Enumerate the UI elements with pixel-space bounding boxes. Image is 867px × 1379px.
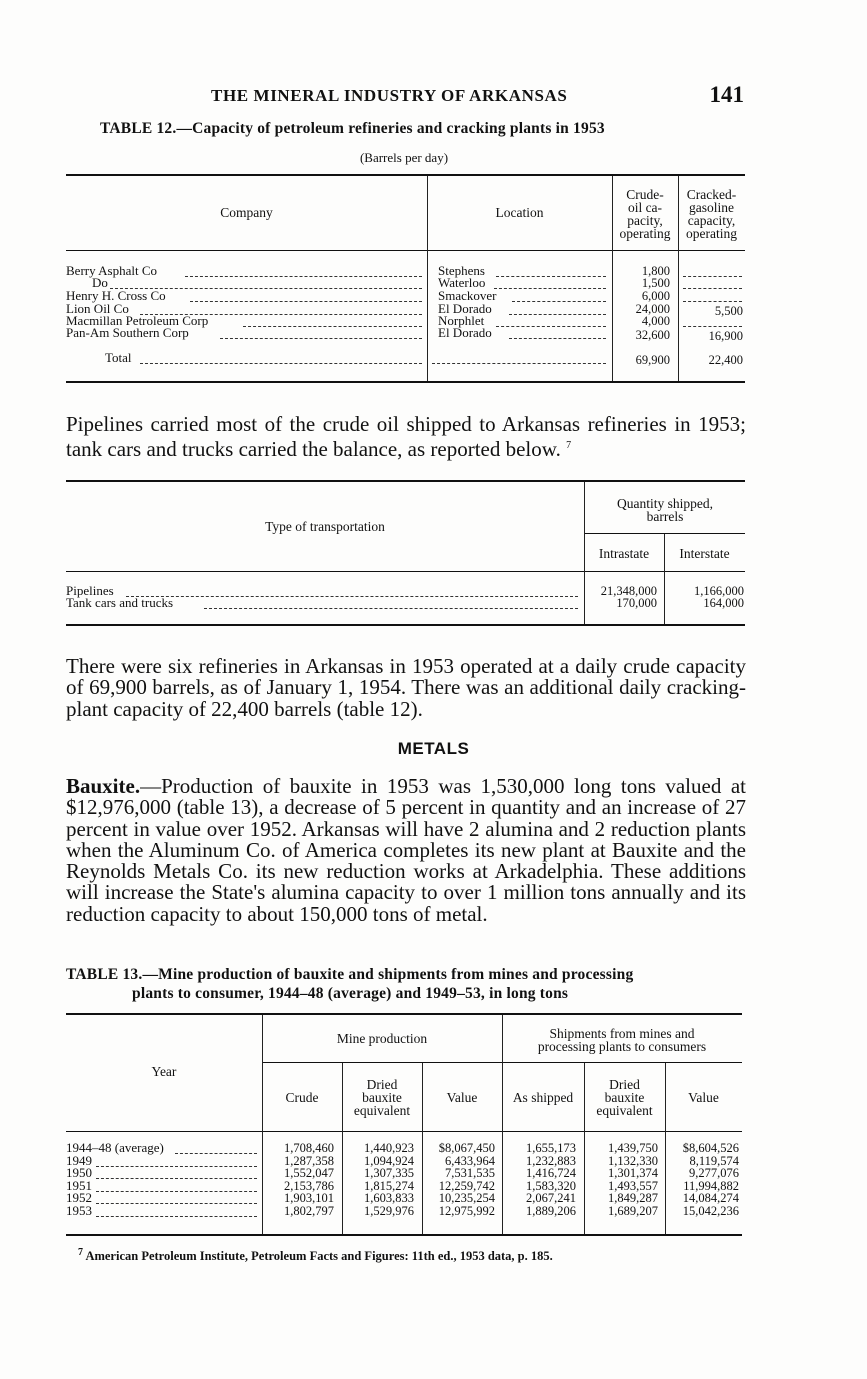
svalue-cell: 8,119,574 [689,1153,739,1168]
table13-title-line1: TABLE 13.—Mine production of bauxite and shipments from mines and processing [66,966,634,983]
table13-title-line2: plants to consumer, 1944–48 (average) and 1949–53, in long tons [132,985,569,1002]
paragraph-pipelines: Pipelines carried most of the crude oil shipped to Arkansas refineries in 1953; tank cars and trucks carried the balance, as reported below. $^7$ [66,412,746,462]
value-cell: 12,259,742 [438,1178,495,1193]
crude-cell: 1,708,460 [284,1141,334,1155]
dried-cell: 1,815,274 [364,1178,414,1193]
svalue-cell: 11,994,882 [683,1178,739,1193]
year-cell: 1953 [66,1203,92,1218]
col-location-header: Location [495,205,544,220]
value-cell: 10,235,254 [438,1191,495,1206]
crude-cell: 1,903,101 [284,1191,334,1206]
year-cell: 1949 [66,1152,92,1168]
paragraph-refineries: There were six refineries in Arkansas in 1953 operated at a daily crude capacity of 69,900 barrels, as of January 1, 1954. There was an additional daily cracking-plant capacity of 22,400 barrels (table 12). [66,654,746,721]
document-page: THE MINERAL INDUSTRY OF ARKANSAS 141 TABLE 12.—Capacity of petroleum refineries and cracking plants in 1953 (Barrels per day) Company Location Crude- oil ca- pacity, operating Cracked- gasoline capacity, operating Berry Asphalt Co Stephens 1,800 Do Waterloo 1,500 Henry H. Cross Co Smackover 6,000 Lion Oil Co El Dorado 24,000 5,500 Macmillan Petroleum Corp Norphlet 4,000 Pan-Am Southern Corp El Dorado 32,600 16,900 Total 69,900 22,400 Pipelines carried most of the crude oil shipped to Arkansas refineries in 1953; tank cars and trucks carried the balance, as reported below. $^7$ Type of transportation Quantity shipped, barrels Intrastate Interstate Pipelines 21,348,000 1,166,000 Tank cars and trucks 170,000 164,000 There were six refineries in Arkansas in 1953 operated at a daily crude capacity of 69,900 barrels, as of January 1, 1954. There was an additional daily cracking-plant capacity of 22,400 barrels (table 12). METALS Bauxite.—Production of bauxite in 1953 was 1,530,000 long tons valued at $12,976,000 (table 13), a decrease of 5 percent in quantity and an increase of 27 percent in value over 1952. Arkansas will have 2 alumina and 2 reduction plants when the Aluminum Co. of America completes its new plant at Bauxite and the Reynolds Metals Co. its new reduction works at Arkadelphia. These additions will increase the State's alumina capacity to over 1 million tons annually and its reduction capacity to about 150,000 tons of metal. TABLE 13.—Mine production of bauxite and shipments from mines and processing plants to consumer, 1944–48 (average) and 1949–53, in long tons Year Mine production Shipments from mines and processing plants to consumers Crude Dried bauxite equivalent Value As shipped Dried bauxite equivalent Value 1944–48 (average) 1,708,460 1,440,923 $8,067,450 1,655,173 1,439,750 $8,604,526 1949 1,287,358 1,094,924 6,433,964 1,232,883 1,132,330 8,119,574 1950 1,552,047 1,307,335 7,531,535 1,416,724 1,301,374 9,277,076 1951 2,153,786 1,815,274 12,259,742 1,583,320 1,493,557 11,994,882 1952 1,903,101 1,603,833 10,235,254 2,067,241 1,849,287 14,084,274 1953 1,802,797 1,529,976 12,975,992 1,889,206 1,689,207 15,042,236 $^7$ American Petroleum Institute, Petroleum Facts and Figures: 11th ed., 1953 data, p. 185. [0,0,867,1379]
value-cell: $8,067,450 [438,1141,495,1155]
shipped-cell: 2,067,241 [526,1191,576,1206]
year-cell: 1951 [66,1177,92,1193]
sdried-cell: 1,439,750 [608,1141,658,1155]
col-as-shipped-header: As shipped [512,1090,574,1105]
col-group-mine-production: Mine production [336,1031,428,1046]
col-crude-header: Crude- oil ca- pacity, operating [619,187,671,241]
year-cell: 1950 [66,1165,92,1181]
table12-subtitle: (Barrels per day) [359,150,449,165]
running-title: THE MINERAL INDUSTRY OF ARKANSAS [211,86,568,105]
page-number: 141 [709,82,744,107]
crude-cell: 2,153,786 [284,1178,334,1193]
col-transport-type-header: Type of transportation [265,519,385,534]
dried-cell: 1,094,924 [364,1153,414,1168]
dried-cell: 1,529,976 [364,1204,414,1218]
sdried-cell: 1,689,207 [608,1204,658,1218]
crude-cell: 1,287,358 [284,1153,334,1168]
value-cell: 12,975,992 [438,1204,495,1218]
dried-cell: 1,440,923 [364,1141,414,1155]
col-intrastate-header: Intrastate [598,546,650,561]
shipped-cell: 1,416,724 [526,1166,576,1181]
sdried-cell: 1,132,330 [608,1153,658,1168]
shipped-cell: 1,583,320 [526,1178,576,1193]
crude-cell: 1,552,047 [284,1166,334,1181]
col-interstate-header: Interstate [679,546,730,561]
paragraph-bauxite: Bauxite.—Production of bauxite in 1953 was 1,530,000 long tons valued at $12,976,000 (table 13), a decrease of 5 percent in quantity and an increase of 27 percent in value over 1952. Arkansas will have 2 alumina and 2 reduction plants when the Aluminum Co. of America completes its new plant at Bauxite and the Reynolds Metals Co. its new reduction works at Arkadelphia. These additions will increase the State's alumina capacity to over 1 million tons annually and its reduction capacity to about 150,000 tons of metal. [66,774,746,926]
svalue-cell: 15,042,236 [682,1204,739,1218]
dried-cell: 1,307,335 [364,1166,414,1181]
shipped-cell: 1,889,206 [526,1204,576,1218]
col-shipped-dried-header: Dried bauxite equivalent [596,1077,653,1118]
year-cell: 1952 [66,1190,92,1206]
sdried-cell: 1,301,374 [608,1166,658,1181]
table12-title: TABLE 12.—Capacity of petroleum refineries and cracking plants in 1953 [100,120,605,137]
shipped-cell: 1,655,173 [526,1141,576,1155]
col-company-header: Company [220,205,273,220]
col-crude-header: Crude [285,1090,319,1105]
value-cell: 6,433,964 [445,1153,495,1168]
footnote: $^7$ American Petroleum Institute, Petroleum Facts and Figures: 11th ed., 1953 data, p. 185. [78,1247,553,1264]
col-shipped-value-header: Value [688,1090,719,1105]
sdried-cell: 1,493,557 [608,1178,658,1193]
section-heading-metals: METALS [397,739,470,758]
col-cracked-header: Cracked- gasoline capacity, operating [686,187,737,241]
crude-cell: 1,802,797 [284,1204,334,1218]
svalue-cell: 9,277,076 [689,1166,739,1181]
value-cell: 7,531,535 [445,1166,495,1181]
sdried-cell: 1,849,287 [608,1191,658,1206]
svalue-cell: $8,604,526 [682,1141,739,1155]
col-dried-header: Dried bauxite equivalent [353,1077,411,1118]
col-value-header: Value [446,1090,478,1105]
year-cell: 1944–48 (average) [66,1140,164,1155]
col-group-shipments: Shipments from mines and processing plants to consumers [537,1026,707,1054]
running-head [66,82,746,110]
svalue-cell: 14,084,274 [682,1191,739,1206]
col-year-header: Year [151,1064,177,1079]
shipped-cell: 1,232,883 [526,1153,576,1168]
dried-cell: 1,603,833 [364,1191,414,1206]
col-quantity-shipped-header: Quantity shipped, barrels [617,496,713,524]
